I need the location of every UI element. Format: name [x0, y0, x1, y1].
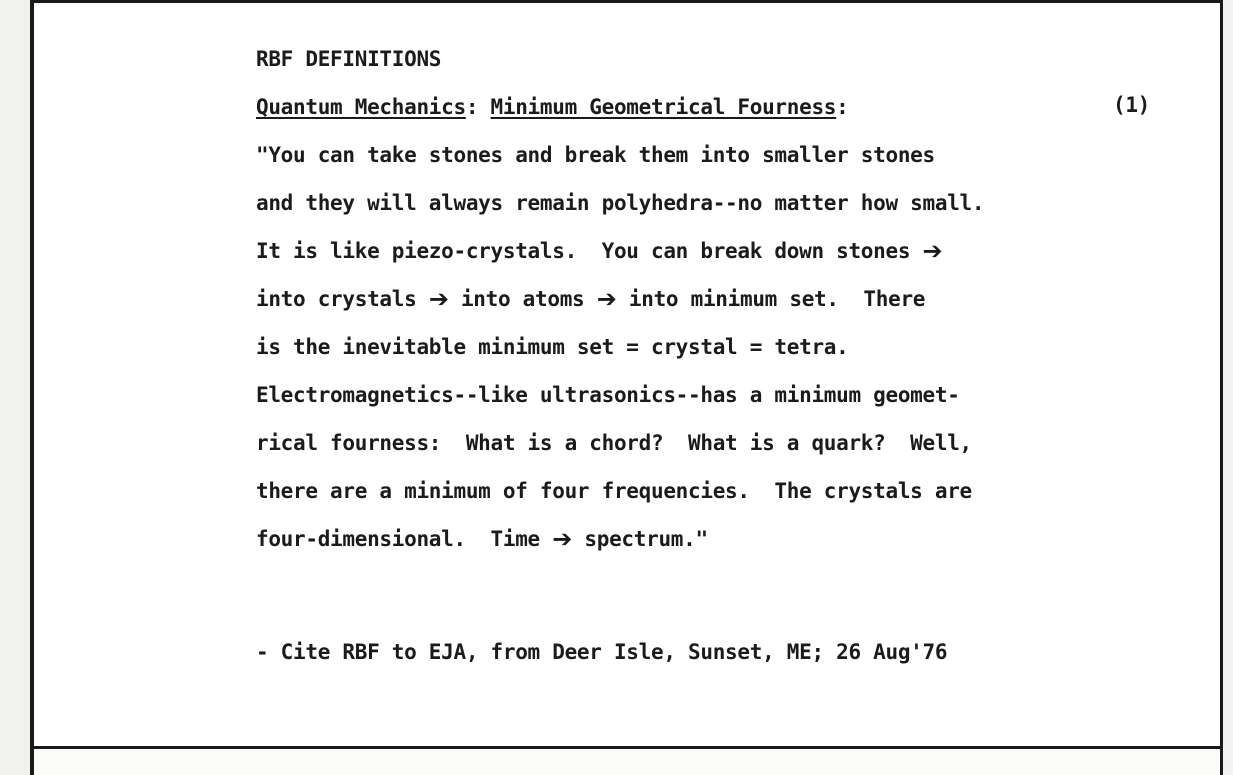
citation: - Cite RBF to EJA, from Deer Isle, Sunset, ME; 26 Aug'76	[256, 640, 948, 664]
right-edge	[1223, 0, 1233, 775]
arrow-right-icon: ➔	[428, 285, 449, 313]
page-number: (1)	[1113, 93, 1151, 117]
quote-line-8	[256, 479, 972, 503]
heading-colon-end: :	[836, 95, 849, 119]
quote-text: and they will always remain polyhedra--no matter how small.	[256, 191, 985, 215]
left-margin	[0, 0, 30, 775]
quote-line-5	[256, 335, 848, 359]
quote-line-3	[256, 239, 942, 263]
heading-subtopic: Minimum Geometrical Fourness	[490, 95, 837, 119]
card-border-left	[30, 0, 34, 775]
quote-line-7	[256, 431, 972, 455]
card-border-top	[30, 0, 1223, 3]
quote-text: into minimum set. There	[616, 287, 926, 311]
quote-line-9	[256, 527, 708, 551]
card-heading	[256, 95, 848, 119]
heading-topic: Quantum Mechanics	[256, 95, 466, 119]
quote-line-1	[256, 143, 935, 167]
quote-line-4	[256, 287, 925, 311]
arrow-right-icon: ➔	[552, 525, 573, 553]
quote-text: "You can take stones and break them into smaller stones	[256, 143, 935, 167]
next-card-edge	[34, 749, 1220, 775]
heading-colon: :	[465, 95, 491, 119]
quote-line-6	[256, 383, 960, 407]
quote-text: spectrum."	[572, 527, 708, 551]
quote-text: It is like piezo-crystals. You can break down stones	[256, 239, 923, 263]
quote-text: there are a minimum of four frequencies. The crystals are	[256, 479, 972, 503]
quote-text: into crystals	[256, 287, 429, 311]
arrow-right-icon: ➔	[596, 285, 617, 313]
quote-text: into atoms	[448, 287, 597, 311]
quote-text: Electromagnetics--like ultrasonics--has a minimum geomet-	[256, 383, 960, 407]
quote-text: four-dimensional. Time	[256, 527, 553, 551]
arrow-right-icon: ➔	[922, 237, 943, 265]
quote-text: rical fourness: What is a chord? What is a quark? Well,	[256, 431, 972, 455]
quote-text: is the inevitable minimum set = crystal = tetra.	[256, 335, 849, 359]
card-title: RBF DEFINITIONS	[256, 47, 442, 71]
quote-line-2	[256, 191, 984, 215]
